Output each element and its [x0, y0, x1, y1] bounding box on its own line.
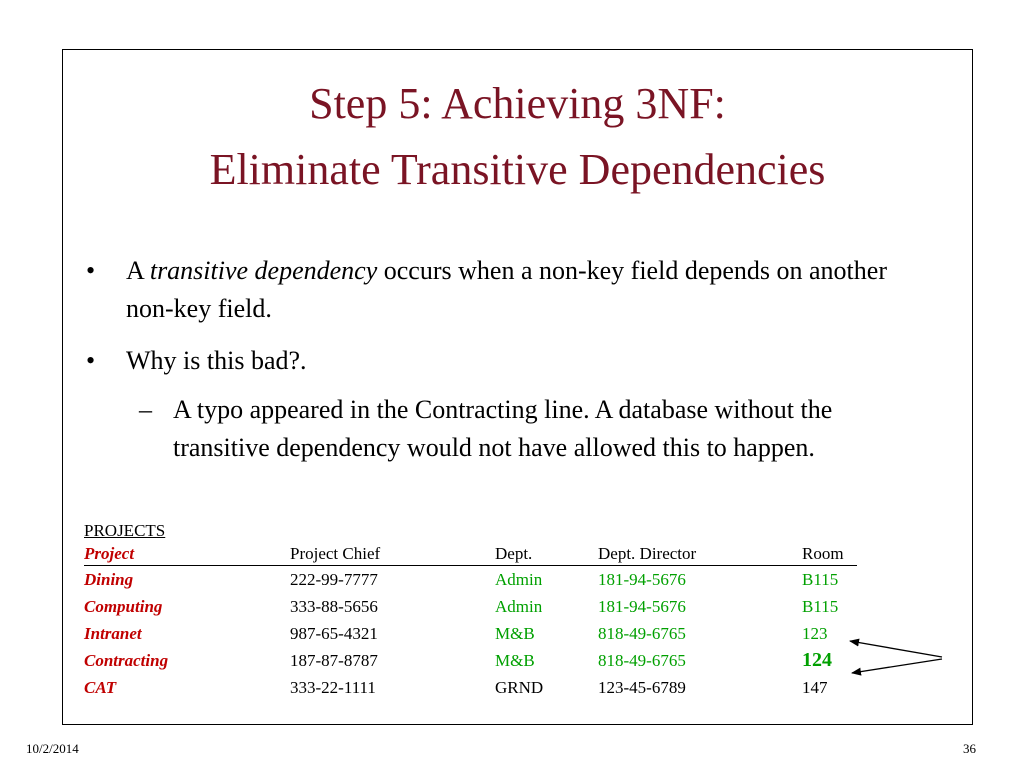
bullet-transitive-dependency: [86, 252, 926, 328]
cell-director: 818-49-6765: [598, 623, 686, 643]
bullet-text-pre: A: [126, 256, 150, 285]
cell-room: B115: [802, 569, 839, 589]
table-row: [84, 674, 857, 701]
cell-chief: 333-22-1111: [290, 677, 376, 697]
table-row: [84, 593, 857, 620]
slide-title-line-2: Eliminate Transitive Dependencies: [209, 145, 826, 194]
cell-dept: Admin: [495, 569, 543, 589]
cell-chief: 333-88-5656: [290, 596, 378, 616]
cell-dept: Admin: [495, 596, 543, 616]
table-header-row: [84, 543, 857, 566]
sub-bullet-text: A typo appeared in the Contracting line. A database without the transitive dependency would not have allowed this to happen.: [173, 395, 833, 462]
cell-project: CAT: [84, 677, 117, 697]
bullet-term: transitive dependency: [149, 256, 378, 285]
bullet-text-post: occurs when a non-key field depends on another non-key field.: [126, 256, 887, 323]
sub-bullet-typo: [139, 391, 933, 467]
projects-table: [84, 543, 857, 701]
cell-dept: M&B: [495, 650, 535, 670]
cell-dept: M&B: [495, 623, 535, 643]
table-row: [84, 566, 857, 594]
cell-room: 147: [802, 677, 828, 697]
cell-director: 123-45-6789: [598, 677, 686, 697]
cell-project: Intranet: [84, 623, 142, 643]
cell-project: Contracting: [84, 650, 169, 670]
table-row: [84, 647, 857, 674]
cell-chief: 187-87-8787: [290, 650, 378, 670]
cell-director: 818-49-6765: [598, 650, 686, 670]
cell-room: 123: [802, 623, 828, 643]
bullet-why-bad: [86, 342, 926, 380]
header-dept: Dept.: [495, 543, 598, 566]
cell-room-typo: 124: [802, 649, 832, 671]
cell-chief: 222-99-7777: [290, 569, 378, 589]
slide-title-line-1: Step 5: Achieving 3NF:: [309, 79, 726, 128]
bullet-mark: •: [86, 256, 96, 285]
header-dept-director: Dept. Director: [598, 543, 802, 566]
cell-room: B115: [802, 596, 839, 616]
cell-director: 181-94-5676: [598, 569, 686, 589]
cell-project: Computing: [84, 596, 163, 616]
bullet-mark: •: [86, 346, 96, 375]
table-row: [84, 620, 857, 647]
header-project-chief: Project Chief: [290, 543, 495, 566]
page-number: 36: [963, 741, 976, 756]
cell-dept: GRND: [495, 677, 544, 697]
bullet-text: Why is this bad?.: [126, 346, 307, 375]
sub-bullet-mark: –: [139, 395, 152, 424]
header-project: Project: [84, 543, 290, 566]
table-label: PROJECTS: [84, 521, 166, 540]
footer-date: 10/2/2014: [26, 741, 79, 756]
cell-chief: 987-65-4321: [290, 623, 378, 643]
cell-director: 181-94-5676: [598, 596, 686, 616]
cell-project: Dining: [84, 569, 134, 589]
header-room: Room: [802, 543, 857, 566]
